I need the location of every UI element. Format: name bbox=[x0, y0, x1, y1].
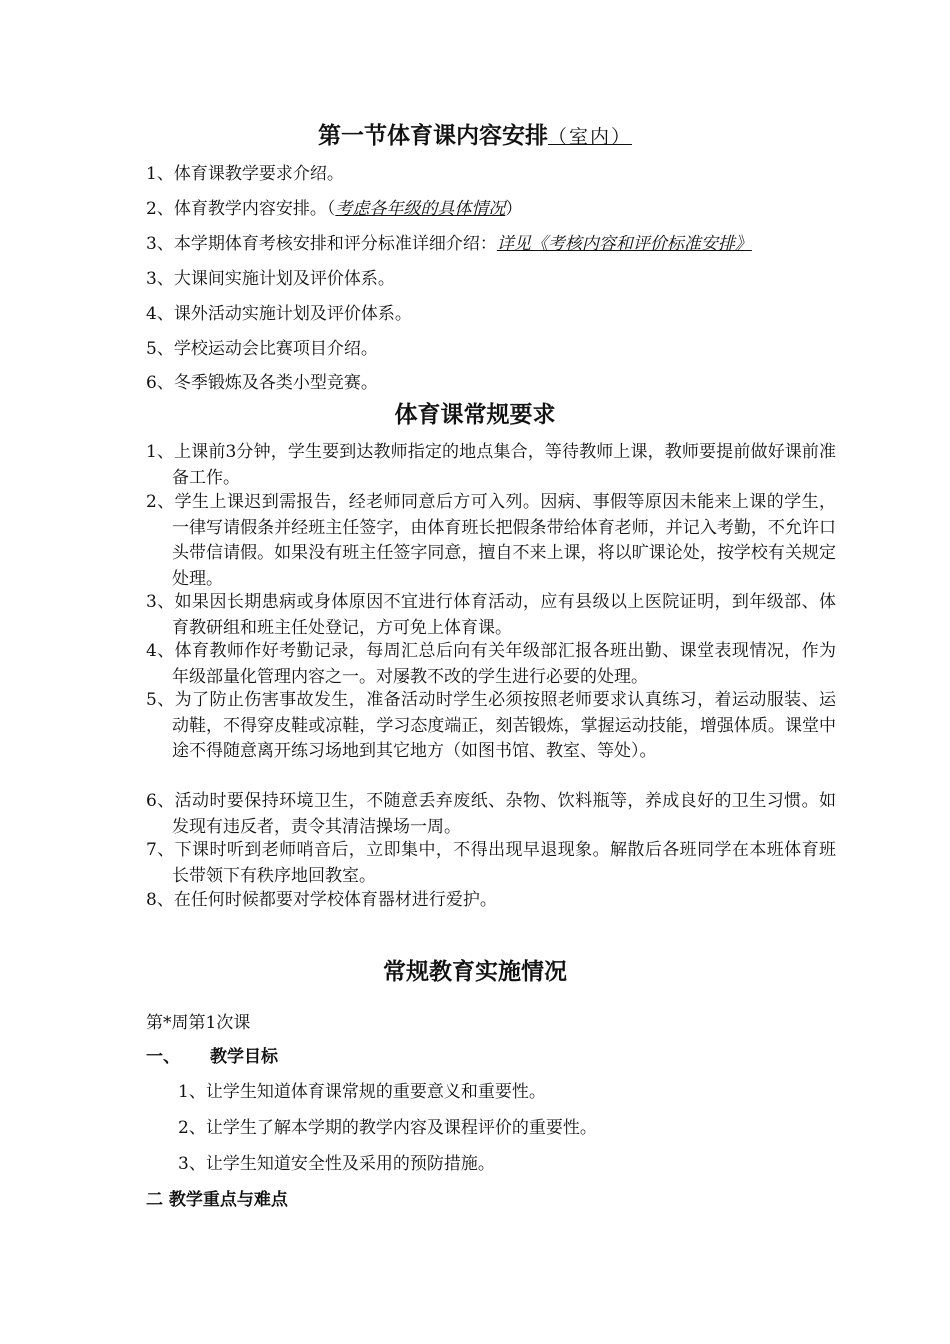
section1-title-suffix: （室内） bbox=[547, 126, 632, 148]
goal-heading-number: 一、 bbox=[146, 1047, 180, 1067]
section1-item-text: 3、大课间实施计划及评价体系。 bbox=[146, 269, 395, 289]
section1-item-text: 6、冬季锻炼及各类小型竞赛。 bbox=[146, 373, 378, 393]
section1-item bbox=[146, 371, 378, 395]
section1-item bbox=[146, 232, 752, 256]
rule-item: 1、上课前3分钟，学生要到达教师指定的地点集合，等待教师上课，教师要提前做好课前准备工作。 bbox=[146, 442, 836, 488]
rule-item: 5、为了防止伤害事故发生，准备活动时学生必须按照老师要求认真练习，着运动服装、运动鞋，不得穿皮鞋或凉鞋，学习态度端正，刻苦锻炼，掌握运动技能，增强体质。课堂中途不得随意离开练习场地到其它地方（如图书馆、教室、等处）。 bbox=[146, 690, 836, 761]
rule-item: 2、学生上课迟到需报告，经老师同意后方可入列。因病、事假等原因未能来上课的学生，一律写请假条并经班主任签字，由体育班长把假条带给体育老师，并记入考勤，不允许口头带信请假。如果没有班主任签字同意，擅自不来上课，将以旷课论处，按学校有关规定处理。 bbox=[146, 492, 836, 589]
section1-item-link[interactable]: 考虑各年级的具体情况 bbox=[335, 199, 506, 219]
section1-item-text: 2、体育教学内容安排。（ bbox=[146, 199, 336, 219]
goal-item: 2、让学生了解本学期的教学内容及课程评价的重要性。 bbox=[178, 1118, 597, 1138]
section3-title: 常规教育实施情况 bbox=[383, 959, 567, 985]
section1-title-text: 第一节体育课内容安排 bbox=[317, 123, 548, 149]
section1-item-text: 4、课外活动实施计划及评价体系。 bbox=[146, 304, 412, 324]
rule-item: 7、下课时听到老师哨音后，立即集中，不得出现早退现象。解散后各班同学在本班体育班长带领下有秩序地回教室。 bbox=[146, 840, 836, 886]
section1-item bbox=[146, 302, 412, 326]
goal-item: 3、让学生知道安全性及采用的预防措施。 bbox=[178, 1154, 495, 1174]
rule-item: 4、体育教师作好考勤记录，每周汇总后向有关年级部汇报各班出勤、课堂表现情况，作为年级部量化管理内容之一。对屡教不改的学生进行必要的处理。 bbox=[146, 641, 836, 687]
goal-heading-title: 教学目标 bbox=[210, 1047, 278, 1067]
section1-item-link[interactable]: 详见《考核内容和评价标准安排》 bbox=[496, 234, 752, 254]
section1-item bbox=[146, 337, 378, 361]
section1-item-text: 3、本学期体育考核安排和评分标准详细介绍： bbox=[146, 234, 497, 254]
section1-item bbox=[146, 267, 395, 291]
section1-item-text: 1、体育课教学要求介绍。 bbox=[146, 164, 344, 184]
section1-item-after: ） bbox=[505, 199, 523, 219]
section2-title: 体育课常规要求 bbox=[394, 402, 556, 428]
rule-item: 3、如果因长期患病或身体原因不宜进行体育活动，应有县级以上医院证明，到年级部、体育教研组和班主任处登记，方可免上体育课。 bbox=[146, 592, 836, 638]
section1-item bbox=[146, 197, 522, 221]
section1-item-text: 5、学校运动会比赛项目介绍。 bbox=[146, 339, 378, 359]
rule-item: 6、活动时要保持环境卫生，不随意丢弃废纸、杂物、饮料瓶等，养成良好的卫生习惯。如发现有违反者，责令其清洁操场一周。 bbox=[146, 791, 836, 837]
rule-item: 8、在任何时候都要对学校体育器材进行爱护。 bbox=[146, 890, 497, 910]
section1-item bbox=[146, 162, 344, 186]
focus-heading: 二 教学重点与难点 bbox=[146, 1190, 288, 1210]
goal-item: 1、让学生知道体育课常规的重要意义和重要性。 bbox=[178, 1082, 546, 1102]
goal-heading bbox=[146, 1045, 278, 1069]
week-line: 第*周第1次课 bbox=[146, 1013, 251, 1033]
section1-title bbox=[0, 121, 950, 152]
